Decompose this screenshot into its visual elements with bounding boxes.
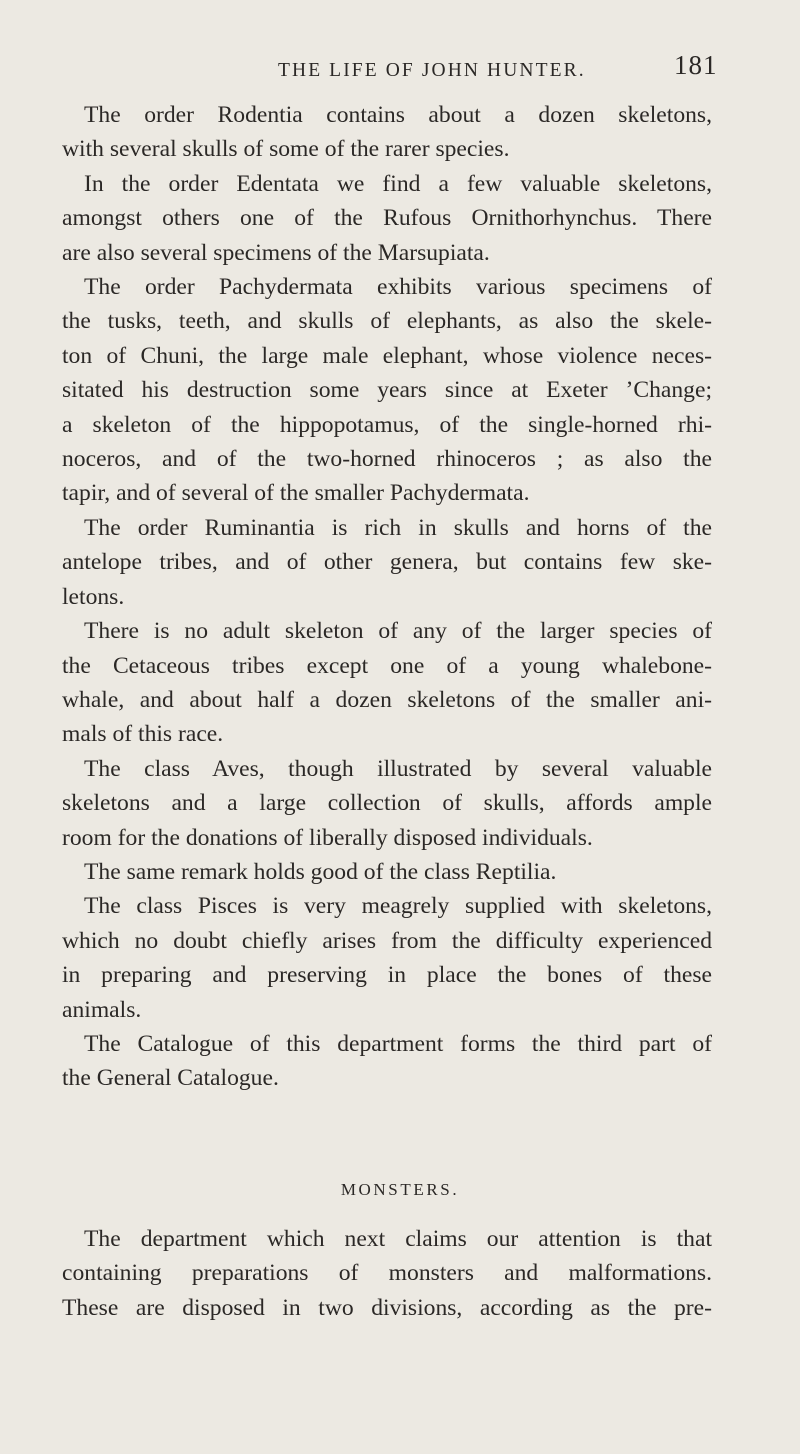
text-line: antelope tribes, and of other genera, but contains few ske- bbox=[62, 549, 712, 576]
body-text-section-2 bbox=[62, 1222, 712, 1325]
text-line: animals. bbox=[62, 996, 142, 1023]
text-line: mals of this race. bbox=[62, 721, 224, 748]
text-line: the General Catalogue. bbox=[62, 1065, 279, 1092]
section-heading: MONSTERS. bbox=[340, 1180, 460, 1199]
text-line: The order Ruminantia is rich in skulls and horns of the bbox=[84, 514, 712, 541]
text-line: letons. bbox=[62, 583, 125, 610]
text-line: The class Pisces is very meagrely supplied with skeletons, bbox=[84, 893, 712, 920]
page-number: 181 bbox=[674, 50, 718, 80]
text-line: The Catalogue of this department forms the third part of bbox=[84, 1030, 712, 1057]
text-line: The department which next claims our attention is that bbox=[84, 1226, 712, 1252]
text-line: are also several specimens of the Marsupiata. bbox=[62, 239, 490, 266]
running-header bbox=[0, 50, 800, 88]
text-line: The order Rodentia contains about a dozen skeletons, bbox=[84, 102, 712, 128]
text-line: containing preparations of monsters and malformations. bbox=[62, 1260, 712, 1287]
text-line: the Cetaceous tribes except one of a young whalebone- bbox=[62, 652, 712, 679]
text-line: These are disposed in two divisions, according as the pre- bbox=[62, 1294, 712, 1321]
text-line: with several skulls of some of the rarer species. bbox=[62, 136, 510, 163]
text-line: amongst others one of the Rufous Ornithorhynchus. There bbox=[62, 205, 712, 232]
running-title: THE LIFE OF JOHN HUNTER. bbox=[278, 60, 586, 81]
text-line: The order Pachydermata exhibits various specimens of bbox=[84, 274, 712, 301]
text-line: skeletons and a large collection of skulls, affords ample bbox=[62, 790, 712, 817]
text-line: in preparing and preserving in place the bones of these bbox=[62, 962, 712, 989]
text-line: In the order Edentata we find a few valuable skeletons, bbox=[84, 170, 712, 197]
text-line: which no doubt chiefly arises from the difficulty experienced bbox=[62, 927, 712, 954]
text-line: sitated his destruction some years since at Exeter ’Change; bbox=[62, 377, 712, 404]
text-line: The class Aves, though illustrated by several valuable bbox=[84, 755, 712, 782]
text-line: whale, and about half a dozen skeletons of the smaller ani- bbox=[62, 686, 712, 713]
text-line: The same remark holds good of the class Reptilia. bbox=[84, 858, 557, 885]
text-line: noceros, and of the two-horned rhinoceros ; as also the bbox=[62, 446, 712, 473]
text-line: tapir, and of several of the smaller Pachydermata. bbox=[62, 480, 530, 507]
text-line: There is no adult skeleton of any of the larger species of bbox=[84, 618, 712, 645]
text-line: the tusks, teeth, and skulls of elephants, as also the skele- bbox=[62, 308, 712, 335]
text-line: ton of Chuni, the large male elephant, whose violence neces- bbox=[62, 342, 712, 369]
body-text-section-1 bbox=[62, 98, 712, 1096]
text-line: room for the donations of liberally disposed individuals. bbox=[62, 824, 593, 851]
text-line: a skeleton of the hippopotamus, of the single-horned rhi- bbox=[62, 411, 712, 438]
